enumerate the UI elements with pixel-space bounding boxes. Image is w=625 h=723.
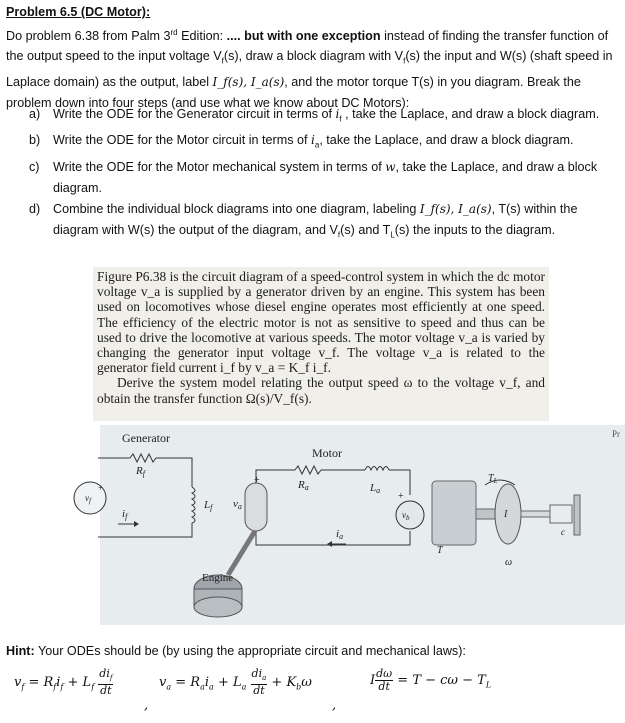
rf-label: Rf: [136, 465, 145, 478]
step-b: b) Write the ODE for the Motor circuit in terms of $i_a$, take the Laplace, and draw a block diagram.: [29, 133, 574, 150]
motor-label: Motor: [312, 446, 342, 460]
problem-title: Problem 6.5 (DC Motor):: [6, 5, 151, 19]
damper-label: c: [561, 527, 565, 537]
generator-armature: [245, 483, 267, 531]
problem-intro: [6, 2, 618, 114]
steps-list: [0, 104, 620, 246]
vb-source: [396, 501, 424, 529]
omega-label: ω: [505, 557, 513, 568]
ra-resistor: [295, 466, 321, 474]
damper: [550, 505, 572, 523]
la-inductor: [365, 467, 389, 471]
equation-generator: $v_f = R_fi_f + L_f$ $\frac{di_f}{dt}$: [14, 667, 113, 698]
equation-mechanical: I $\frac{d\omega}{dt}$ = $T - c\omega - T_L$: [370, 667, 492, 693]
step-c: c) Write the ODE for the Motor mechanical system in terms of w, take the Laplace, and draw a block diagram.: [29, 160, 598, 195]
excerpt-paragraph-2: Derive the system model relating the output speed ω to the voltage v_f, and obtain the transfer function Ω(s)/V_f(s).: [97, 375, 545, 406]
comma-2: ,: [332, 698, 337, 713]
generator-label: Generator: [122, 431, 170, 445]
equations: [14, 668, 624, 723]
vf-label: $v_f$: [85, 493, 91, 505]
vb-label: $v_b$: [402, 510, 410, 522]
rf-resistor: [130, 454, 156, 462]
load-inertia: [495, 484, 521, 544]
equation-motor-circuit: $v_a = R_ai_a + L_a$ $\frac{di_a}{dt}$ + $K_b\omega$: [159, 667, 312, 698]
tl-label: $T_L$: [488, 473, 498, 485]
vb-plus: +: [398, 491, 404, 502]
gen-wire-bottom: [98, 523, 192, 537]
engine-label: Engine: [202, 572, 234, 584]
lf-label: Lf: [204, 499, 213, 512]
hint-line: Hint: Your ODEs should be (by using the appropriate circuit and mechanical laws):: [6, 644, 466, 658]
if-label: if: [122, 508, 128, 521]
circuit-diagram: [85, 425, 625, 625]
engine-bottom: [194, 597, 242, 617]
wall: [574, 495, 580, 535]
ra-label: Ra: [298, 479, 309, 492]
figure-corner-label: Pr: [612, 429, 621, 439]
ia-label: ia: [336, 528, 344, 541]
va-plus: +: [254, 475, 260, 486]
motor-body: [432, 481, 476, 545]
gen-wire-top-right: [156, 458, 192, 487]
la-label: La: [370, 482, 381, 495]
motor-wire-left-top: [256, 470, 295, 483]
motor-wire-bottom: [256, 531, 410, 545]
comma-1: ,: [144, 698, 149, 713]
motor-shaft: [476, 509, 496, 519]
torque-label: T: [437, 545, 443, 556]
textbook-excerpt: [93, 267, 549, 421]
va-label: va: [233, 498, 242, 511]
step-d: d) Combine the individual block diagrams into one diagram, labeling I_f(s), I_a(s), T(s) within the diagram with W(s) the output of the diagram, and $V_f(s)$ and $T_L(s)$ the inputs to the diagram.: [29, 202, 578, 240]
engine-shaft: [228, 531, 255, 575]
step-a: a) Write the ODE for the Generator circuit in terms of $i_f$ , take the Laplace, and draw a block diagram.: [29, 107, 600, 124]
excerpt-paragraph-1: Figure P6.38 is the circuit diagram of a speed-control system in which the dc motor voltage v_a is supplied by a generator driven by an engine. This system has been used on locomotives whose diesel engine operates most efficiently at one speed. The efficiency of the electric motor is not as sensitive to speed and thus can be used to drive the locomotive at various speeds. The motor voltage v_a is varied by changing the generator input voltage v_f. The voltage v_a is related to the generator field current i_f by v_a = K_f i_f.: [97, 269, 545, 376]
if-arrowhead: [134, 521, 139, 527]
inertia-label: I: [504, 509, 508, 520]
ia-arrowhead: [327, 541, 332, 547]
problem-statement: Do problem 6.38 from Palm 3rd Edition: .... but with one exception instead of finding the transfer function of the output speed to the input voltage $V_f(s)$, draw a block diagram with $V_f(s)$ the input and W(s) (shaft speed in Laplace domain) as the output, label I_f(s), I_a(s), and the motor torque T(s) in you diagram. Break the problem down into four steps (and use what we know about DC Motors):: [6, 27, 613, 111]
vf-plus: +: [98, 483, 104, 493]
lf-inductor: [192, 487, 195, 523]
circuit-figure: [85, 425, 625, 625]
